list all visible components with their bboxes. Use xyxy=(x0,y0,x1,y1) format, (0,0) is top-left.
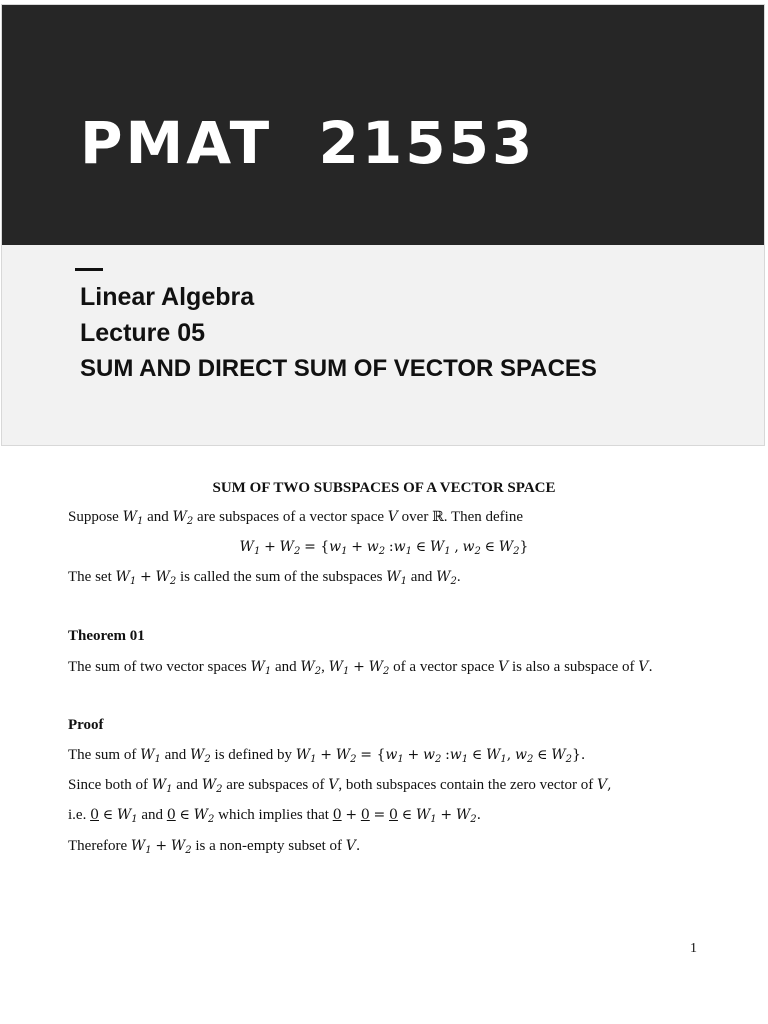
proof-line-1: The sum of $W_1$ and $W_2$ is defined by $W_1 + W_2 = \{w_1 + w_2$ $:w_1$ ∈ $W_1$, $w_2$ ∈ $W_2$}. xyxy=(68,747,586,765)
definition-note: The set $W_1 + W_2$ is called the sum of the subspaces $W_1$ and $W_2$. xyxy=(68,569,461,587)
theorem-statement: The sum of two vector spaces $W_1$ and $W_2$, $W_1 + W_2$ of a vector space V is also a subspace of V. xyxy=(68,659,653,677)
proof-line-2: Since both of $W_1$ and $W_2$ are subspaces of V, both subspaces contain the zero vector of V, xyxy=(68,777,612,795)
intro-paragraph: Suppose $W_1$ and $W_2$ are subspaces of a vector space V over ℝ. Then define xyxy=(68,509,523,527)
lecture-number: Lecture 05 xyxy=(80,319,206,347)
subject-title: Linear Algebra xyxy=(80,283,255,311)
page-number: 1 xyxy=(690,941,697,956)
proof-title: Proof xyxy=(68,717,104,733)
course-code: PMAT 21553 xyxy=(80,109,536,177)
section-heading: SUM OF TWO SUBSPACES OF A VECTOR SPACE xyxy=(212,480,556,496)
proof-line-3: i.e. 0 ∈ $W_1$ and 0 ∈ $W_2$ which implies that 0 + 0 = 0 ∈ $W_1 + W_2$. xyxy=(68,807,482,825)
proof-line-4: Therefore $W_1 + W_2$ is a non-empty subset of V. xyxy=(68,838,361,856)
sum-definition-equation: $W_1 + W_2 = \{w_1 + w_2$ $:w_1$ ∈ $W_1$ , $w_2$ ∈ $W_2$} xyxy=(239,539,529,557)
lecture-topic: SUM AND DIRECT SUM OF VECTOR SPACES xyxy=(80,355,597,382)
accent-dash xyxy=(75,268,103,271)
theorem-title: Theorem 01 xyxy=(68,628,145,644)
